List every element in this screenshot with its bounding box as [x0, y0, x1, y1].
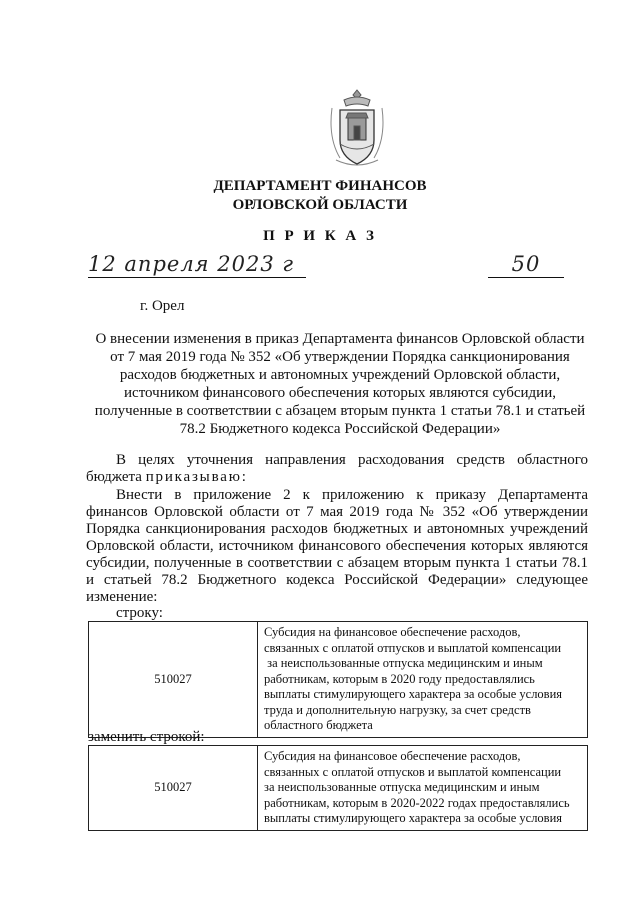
- order-keyword: приказываю:: [145, 469, 248, 485]
- old-row-line: связанных с оплатой отпусков и выплатой компенсации: [264, 640, 562, 655]
- new-row-code: 510027: [89, 746, 258, 831]
- title-line: источником финансового обеспечения которых являются субсидии,: [124, 385, 556, 401]
- order-date: [88, 252, 306, 276]
- title-line: 78.2 Бюджетного кодекса Российской Федерации»: [179, 421, 501, 437]
- city: г. Орел: [140, 298, 185, 314]
- paragraph-2-line: и статьей 78.2 Бюджетного кодекса Российской Федерации» следующее: [86, 572, 588, 588]
- order-date-text: 12 апреля 2023 г: [88, 252, 294, 276]
- row-label: строку:: [116, 605, 163, 621]
- paragraph-2-line: Орловской области, источником финансового обеспечения которых являются: [86, 538, 588, 554]
- title-line: полученные в соответствии с абзацем вторым пункта 1 статьи 78.1 и статьей: [94, 403, 586, 419]
- old-row-line: Субсидия на финансовое обеспечение расходов,: [264, 625, 521, 639]
- old-row-line: областного бюджета: [264, 718, 373, 732]
- old-row-table: [88, 621, 588, 738]
- paragraph-2-line: финансов Орловской области от 7 мая 2019 года № 352 «Об утверждении: [86, 504, 588, 520]
- old-row-line: труда и дополнительную нагрузку, за счет средств: [264, 702, 531, 717]
- department-name-line1: ДЕПАРТАМЕНТ ФИНАНСОВ: [213, 178, 427, 194]
- document-type-heading: П Р И К А З: [263, 228, 377, 244]
- new-row-description: [258, 746, 588, 831]
- title-line: расходов бюджетных и автономных учреждений Орловской области,: [119, 367, 561, 383]
- paragraph-2-line: субсидии, полученные в соответствии с абзацем вторым пункта 1 статьи 78.1: [86, 555, 588, 571]
- new-row-line: связанных с оплатой отпусков и выплатой компенсации: [264, 764, 562, 779]
- department-name-line2: ОРЛОВСКОЙ ОБЛАСТИ: [232, 197, 408, 213]
- new-row-line: выплаты стимулирующего характера за особые условия: [264, 811, 563, 825]
- new-row-table: [88, 745, 588, 831]
- order-title: [80, 330, 600, 438]
- paragraph-1-line1: В целях уточнения направления расходования средств областного: [116, 452, 588, 468]
- title-line: от 7 мая 2019 года № 352 «Об утверждении Порядка санкционирования: [110, 349, 570, 365]
- new-row-line: Субсидия на финансовое обеспечение расходов,: [264, 749, 521, 763]
- budget-word: бюджета: [86, 469, 146, 485]
- order-number-text: 50: [511, 252, 541, 276]
- old-row-code: 510027: [89, 622, 258, 738]
- replace-label: заменить строкой:: [88, 729, 205, 745]
- paragraph-2-line: Внести в приложение 2 к приложению к приказу Департамента: [116, 487, 588, 503]
- old-row-line: за неиспользованные отпуска медицинским и иным: [264, 656, 543, 670]
- old-row-line: работникам, которым в 2020 году предоставлялись: [264, 671, 535, 686]
- table-row: [89, 746, 588, 831]
- old-row-line: выплаты стимулирующего характера за особые условия: [264, 687, 563, 701]
- new-row-line: работникам, которым в 2020-2022 годах предоставлялись: [264, 795, 570, 810]
- new-row-line: за неиспользованные отпуска медицинским и иным: [264, 780, 540, 794]
- order-number: [488, 252, 564, 276]
- old-row-description: [258, 622, 588, 738]
- orel-region-coat-of-arms-icon: [326, 88, 388, 170]
- paragraph-2-line: Порядка санкционирования расходов бюджетных и автономных учреждений: [86, 521, 588, 537]
- paragraph-2-line: изменение:: [86, 589, 158, 605]
- paragraph-1-line2: [86, 469, 588, 486]
- paragraph-1: [86, 452, 588, 486]
- title-line: О внесении изменения в приказ Департамента финансов Орловской области: [95, 331, 585, 347]
- table-row: [89, 622, 588, 738]
- paragraph-2: [86, 487, 588, 606]
